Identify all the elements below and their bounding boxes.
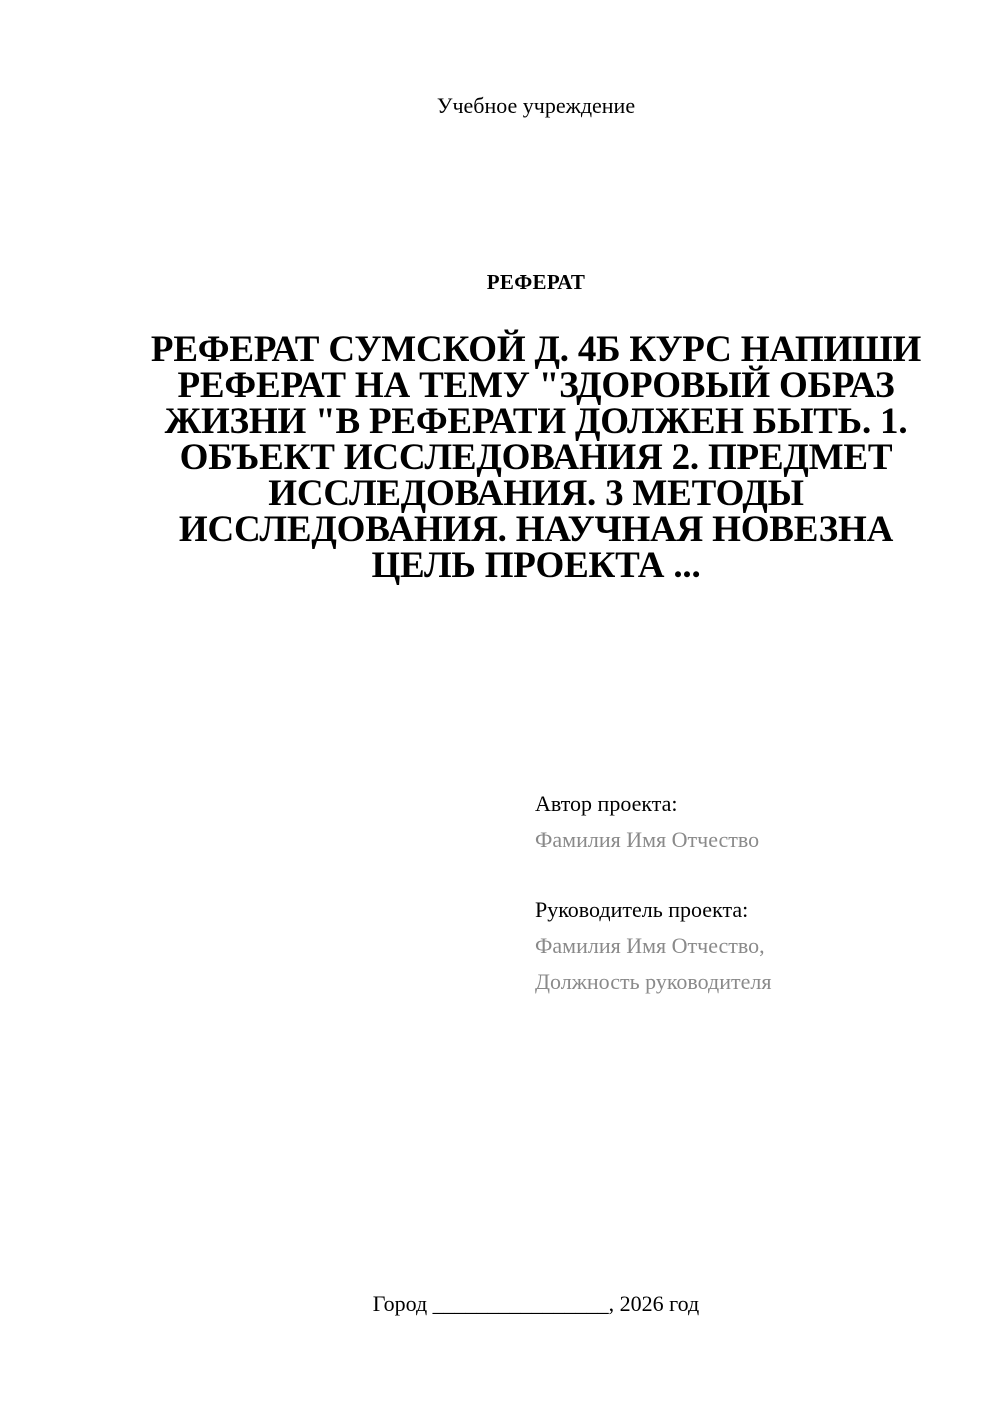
supervisor-block	[535, 892, 975, 1000]
author-label: Автор проекта:	[535, 791, 678, 816]
document-type-heading: РЕФЕРАТ	[486, 270, 586, 294]
author-name: Фамилия Имя Отчество	[535, 827, 760, 852]
document-title: РЕФЕРАТ СУМСКОЙ Д. 4Б КУРС НАПИШИ РЕФЕРАТ НА ТЕМУ "ЗДОРОВЫЙ ОБРАЗ ЖИЗНИ "В РЕФЕРАТИ ДОЛЖЕН БЫТЬ. 1. ОБЪЕКТ ИССЛЕДОВАНИЯ 2. ПРЕДМЕТ ИССЛЕДОВАНИЯ. 3 МЕТОДЫ ИССЛЕДОВАНИЯ. НАУЧНАЯ НОВЕЗНА ЦЕЛЬ ПРОЕКТА ...	[150, 329, 922, 586]
author-block	[535, 786, 975, 858]
supervisor-name: Фамилия Имя Отчество,	[535, 933, 765, 958]
city-year-footer: Город ________________, 2026 год	[372, 1291, 700, 1316]
institution-name: Учебное учреждение	[436, 93, 636, 118]
supervisor-label: Руководитель проекта:	[535, 897, 749, 922]
supervisor-position: Должность руководителя	[535, 969, 772, 994]
